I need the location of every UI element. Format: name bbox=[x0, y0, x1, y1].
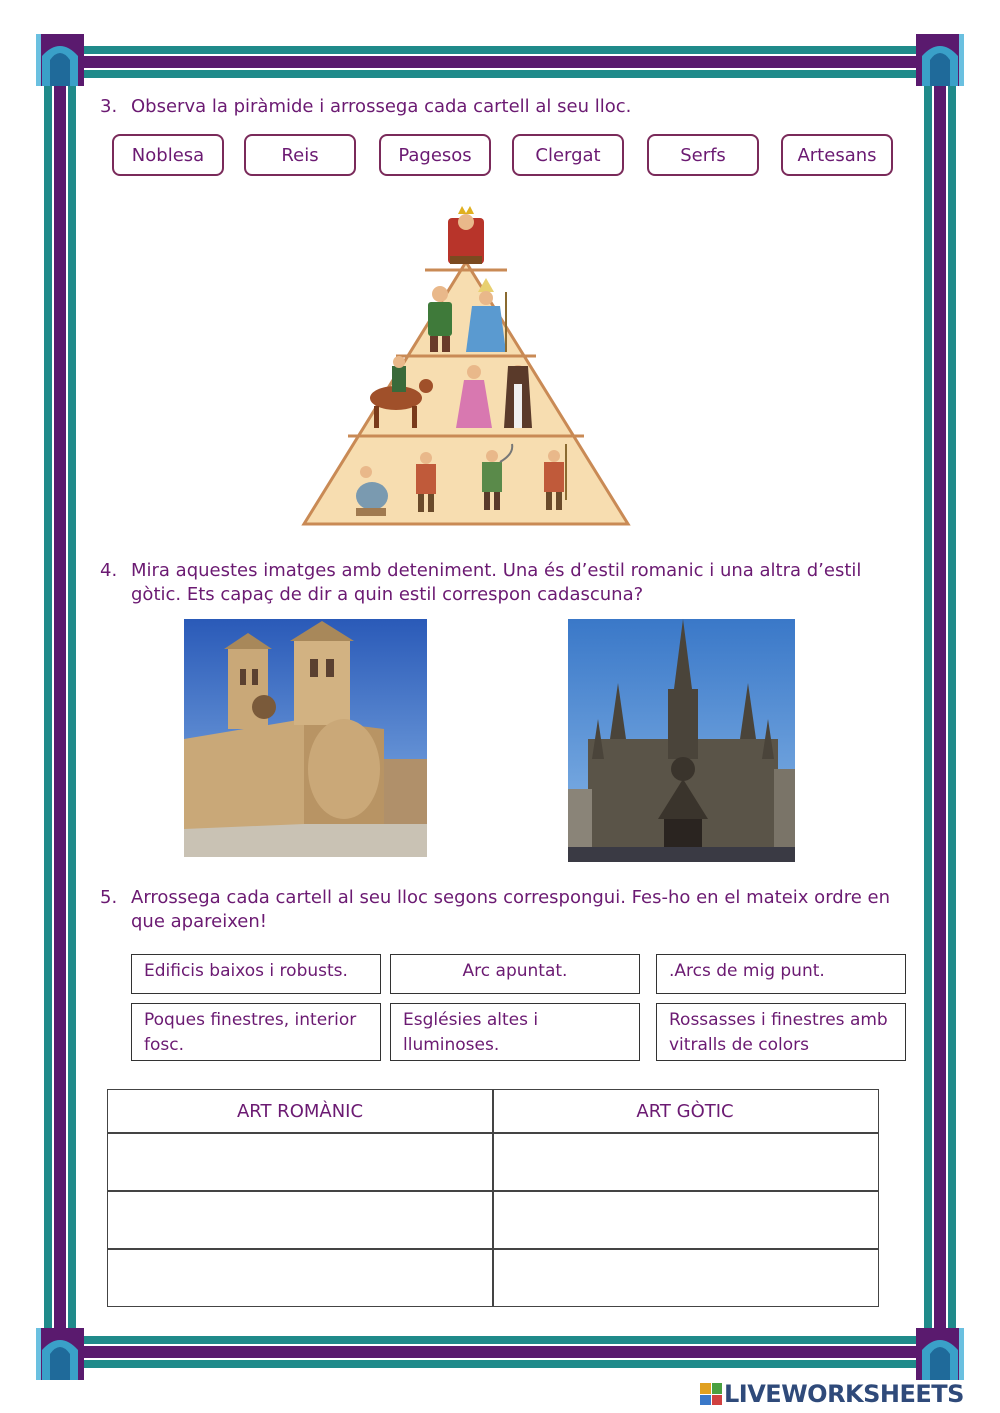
drag-chip-artesans[interactable]: Artesans bbox=[781, 134, 893, 176]
drop-zone-romanic-3[interactable] bbox=[108, 1250, 491, 1306]
drag-card-arcs-mig-punt[interactable]: .Arcs de mig punt. bbox=[656, 954, 906, 994]
drop-zone-gotic-3[interactable] bbox=[494, 1250, 878, 1306]
romanesque-church-photo bbox=[184, 619, 427, 857]
drag-chip-serfs[interactable]: Serfs bbox=[647, 134, 759, 176]
drag-card-rossasses[interactable]: Rossasses i finestres amb vitralls de colors bbox=[656, 1003, 906, 1061]
answer-table bbox=[107, 1089, 879, 1307]
drag-chip-clergat[interactable]: Clergat bbox=[512, 134, 624, 176]
column-header-gotic: ART GÒTIC bbox=[636, 1100, 734, 1122]
drag-chip-noblesa[interactable]: Noblesa bbox=[112, 134, 224, 176]
frame-band bbox=[68, 40, 76, 1360]
frame-band bbox=[60, 1360, 940, 1368]
frame-band bbox=[60, 1336, 940, 1344]
drag-card-edificis-baixos[interactable]: Edificis baixos i robusts. bbox=[131, 954, 381, 994]
question-number: 3. bbox=[100, 96, 118, 117]
drag-card-esglesies-altes[interactable]: Esglésies altes i lluminoses. bbox=[390, 1003, 640, 1061]
frame-band bbox=[44, 40, 52, 1360]
king-figure bbox=[448, 206, 484, 264]
drop-zone-romanic-1[interactable] bbox=[108, 1134, 491, 1190]
question-text: Mira aquestes imatges amb deteniment. Una és d’estil romanic i una altra d’estil gòtic. Ets capaç de dir a quin estil correspon cadascuna? bbox=[131, 560, 862, 605]
frame-band bbox=[54, 40, 66, 1360]
frame-band bbox=[60, 70, 940, 78]
drag-card-arc-apuntat[interactable]: Arc apuntat. bbox=[390, 954, 640, 994]
drop-zone-romanic-2[interactable] bbox=[108, 1192, 491, 1248]
corner-arch-icon bbox=[916, 1328, 964, 1380]
frame-band bbox=[948, 40, 956, 1360]
drag-card-poques-finestres[interactable]: Poques finestres, interior fosc. bbox=[131, 1003, 381, 1061]
question-number: 5. bbox=[100, 887, 118, 908]
drop-zone-gotic-2[interactable] bbox=[494, 1192, 878, 1248]
drag-chip-pagesos[interactable]: Pagesos bbox=[379, 134, 491, 176]
feudal-pyramid-illustration bbox=[300, 200, 632, 528]
logo-icon bbox=[700, 1383, 722, 1405]
question-text: Arrossega cada cartell al seu lloc segons correspongui. Fes-ho en el mateix ordre en que apareixen! bbox=[131, 887, 890, 932]
corner-arch-icon bbox=[36, 1328, 84, 1380]
drop-zone-gotic-1[interactable] bbox=[494, 1134, 878, 1190]
logo-text: LIVEWORKSHEETS bbox=[724, 1380, 964, 1408]
frame-band bbox=[924, 40, 932, 1360]
frame-band bbox=[934, 40, 946, 1360]
column-header-romanic: ART ROMÀNIC bbox=[236, 1100, 364, 1122]
gothic-cathedral-photo bbox=[568, 619, 795, 862]
frame-band bbox=[60, 56, 940, 68]
liveworksheets-logo bbox=[700, 1380, 964, 1408]
monk-figure bbox=[504, 365, 532, 428]
drag-chip-reis[interactable]: Reis bbox=[244, 134, 356, 176]
frame-band bbox=[60, 46, 940, 54]
corner-arch-icon bbox=[36, 34, 84, 86]
corner-arch-icon bbox=[916, 34, 964, 86]
question-text: Observa la piràmide i arrossega cada cartell al seu lloc. bbox=[131, 96, 632, 117]
question-number: 4. bbox=[100, 560, 118, 581]
frame-band bbox=[60, 1346, 940, 1358]
